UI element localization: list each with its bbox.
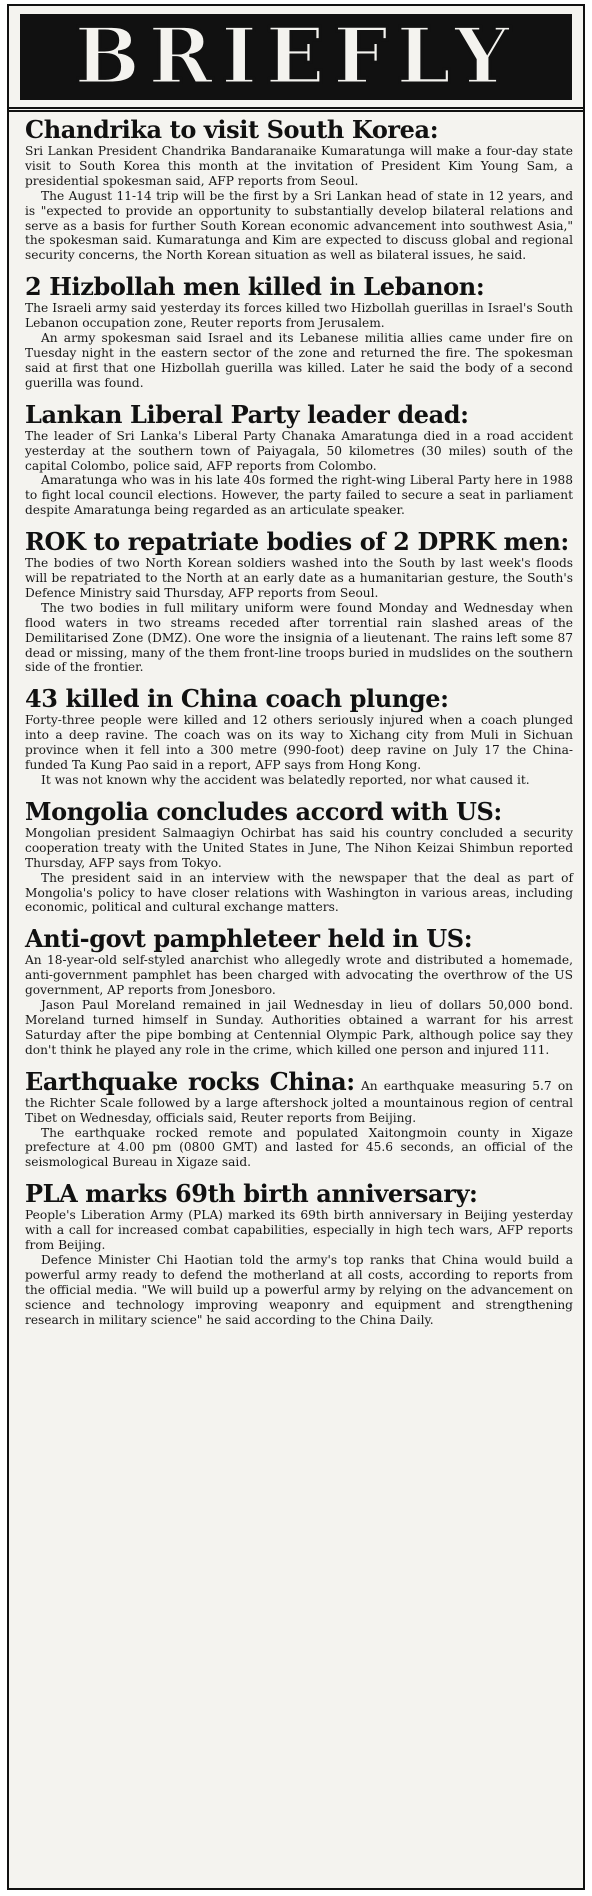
paragraph: The two bodies in full military uniform were found Monday and Wednesday when flood waters in two streams receded after torrential rain slashed areas of the Demilitarised Zone (DMZ). One wore the insignia of a lieutenant. The rains left some 87 dead or missing, many of the them front-line troops buried in mudslides on the southern side of the frontier. [25, 600, 573, 675]
stories [9, 112, 583, 1327]
masthead [9, 6, 583, 112]
story-rok-dprk [25, 528, 573, 675]
run-in-text: An earthquake measuring 5.7 on the Richter Scale followed by a large aftershock jolted a mountainous region of central Tibet on Wednesday, officials said, Reuter reports from Beijing. [25, 1078, 574, 1125]
paragraph: Defence Minister Chi Haotian told the army's top ranks that China would build a powerful army ready to defend the motherland at all costs, according to reports from the official media. "We will build up a powerful army by relying on the advancement on science and technology improving weaponry and equipment and strengthening research in military science" he said according to the China Daily. [25, 1252, 573, 1327]
paragraph: The bodies of two North Korean soldiers washed into the South by last week's floods will be repatriated to the North at an early date as a humanitarian gesture, the South's Defence Ministry said Thursday, AFP reports from Seoul. [25, 556, 573, 600]
paragraph: Amaratunga who was in his late 40s formed the right-wing Liberal Party here in 1988 to fight local council elections. However, the party failed to secure a seat in parliament despite Amaratunga being regarded as an articulate speaker. [25, 473, 573, 518]
paragraph: The earthquake rocked remote and populated Xaitongmoin county in Xigaze prefecture at 4.00 pm (0800 GMT) and lasted for 45.6 seconds, an official of the seismological Bureau in Xigaze said. [25, 1125, 573, 1170]
story-china-coach [25, 685, 573, 788]
headline: 2 Hizbollah men killed in Lebanon: [25, 272, 485, 302]
paragraph: People's Liberation Army (PLA) marked its 69th birth anniversary in Beijing yesterday with a call for increased combat capabilities, especially in high tech wars, AFP reports from Beijing. [25, 1208, 573, 1253]
headline: Chandrika to visit South Korea: [25, 115, 439, 144]
story-hizbollah [25, 273, 573, 390]
story-earthquake [25, 1068, 573, 1171]
masthead-title: BRIEFLY [74, 10, 518, 102]
story-liberal-party [25, 401, 573, 518]
headline: Earthquake rocks China: [25, 1066, 355, 1096]
headline: 43 killed in China coach plunge: [25, 684, 449, 714]
headline: Anti-govt pamphleteer held in US: [25, 924, 473, 954]
paragraph: The president said in an interview with the newspaper that the deal as part of Mongolia's policy to have closer relations with Washington in various areas, including economic, political and cultural exchange matters. [25, 870, 573, 915]
paragraph: It was not known why the accident was belatedly reported, nor what caused it. [41, 773, 530, 787]
paragraph: Jason Paul Moreland remained in jail Wednesday in lieu of dollars 50,000 bond. Moreland turned himself in Sunday. Authorities obtained a warrant for his arrest Saturday after the pipe bombing at Centennial Olympic Park, although police say they don't think he played any role in the crime, which killed one person and injured 111. [25, 998, 573, 1057]
headline: Mongolia concludes accord with US: [25, 796, 502, 826]
paragraph: The Israeli army said yesterday its forces killed two Hizbollah guerillas in Israel's South Lebanon occupation zone, Reuter reports from Jerusalem. [25, 301, 573, 331]
story-chandrika [25, 116, 573, 263]
paragraph: Forty-three people were killed and 12 others seriously injured when a coach plunged into a deep ravine. The coach was on its way to Xichang city from Muli in Sichuan province when it fell into a 300 metre (990-foot) deep ravine on July 17 the China-funded Ta Kung Pao said in a report, AFP says from Hong Kong. [25, 713, 573, 773]
paragraph: Mongolian president Salmaagiyn Ochirbat has said his country concluded a security cooperation treaty with the United States in June, The Nihon Keizai Shimbun reported Thursday, AFP says from Tokyo. [25, 825, 573, 870]
paragraph: Sri Lankan President Chandrika Bandaranaike Kumaratunga will make a four-day state visit to South Korea this month at the invitation of President Kim Young Sam, a presidential spokesman said, AFP reports from Seoul. [25, 144, 573, 188]
paragraph: The leader of Sri Lanka's Liberal Party Chanaka Amaratunga died in a road accident yesterday at the southern town of Paiyagala, 50 kilometres (30 miles) south of the capital Colombo, police said, AFP reports from Colombo. [25, 428, 573, 473]
paragraph: An army spokesman said Israel and its Lebanese militia allies came under fire on Tuesday night in the eastern sector of the zone and returned the fire. The spokesman said at first that one Hizbollah guerilla was killed. Later he said the body of a second guerilla was found. [25, 331, 573, 390]
paragraph-run-in [25, 1068, 573, 1126]
story-mongolia [25, 798, 573, 915]
paragraph: An 18-year-old self-styled anarchist who allegedly wrote and distributed a homemade, anti-government pamphlet has been charged with advocating the overthrow of the US government, AP reports from Jonesboro. [25, 953, 573, 998]
headline: Lankan Liberal Party leader dead: [25, 399, 469, 429]
masthead-box [20, 10, 572, 102]
paragraph: The August 11-14 trip will be the first by a Sri Lankan head of state in 12 years, and is "expected to provide an opportunity to substantially develop bilateral relations and serve as a basis for further South Korean economic advancement into southwest Asia," the spokesman said. Kumaratunga and Kim are expected to discuss global and regional security concerns, the North Korean situation as well as bilateral issues, he said. [25, 188, 573, 263]
headline: ROK to repatriate bodies of 2 DPRK men: [25, 527, 569, 557]
story-pla [25, 1180, 573, 1327]
story-pamphleteer [25, 925, 573, 1057]
headline: PLA marks 69th birth anniversary: [25, 1179, 478, 1209]
newspaper-column [7, 4, 585, 1890]
